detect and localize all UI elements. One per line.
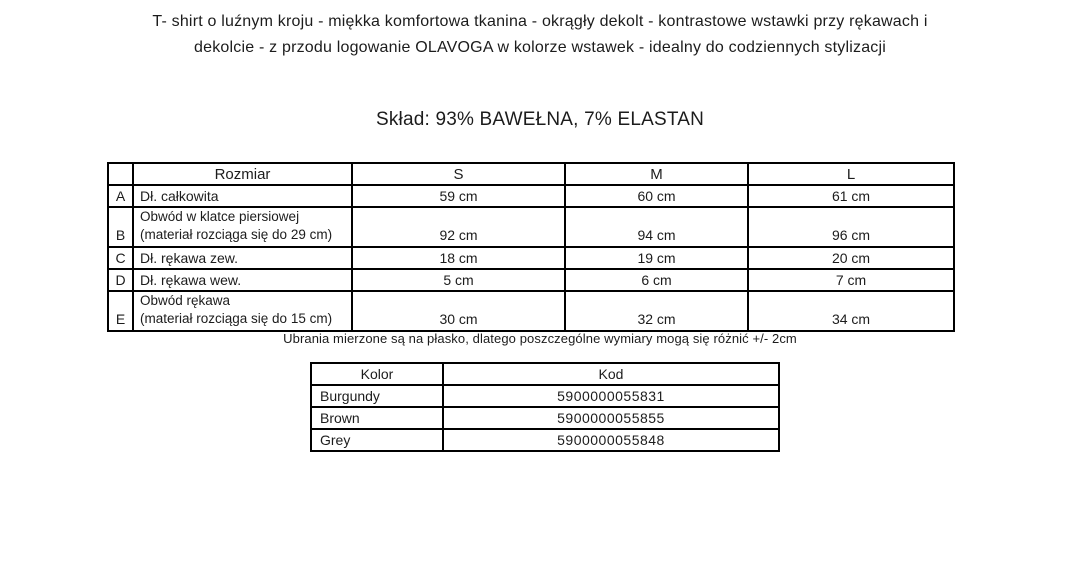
size-table-header-rozmiar: Rozmiar: [133, 163, 352, 185]
size-value-m: 60 cm: [565, 185, 748, 207]
color-table-header-row: [311, 363, 779, 385]
size-table-row-e: [108, 291, 954, 331]
measurement-label: Dł. całkowita: [133, 185, 352, 207]
color-name: Grey: [311, 429, 443, 451]
product-description: T- shirt o luźnym kroju - miękka komfortowa tkanina - okrągły dekolt - kontrastowe wstawki przy rękawach i dekolcie - z przodu logowanie OLAVOGA w kolorze wstawek - idealny do codziennych stylizacji: [152, 13, 928, 56]
color-table-header-kolor: Kolor: [311, 363, 443, 385]
size-table: [107, 162, 955, 332]
size-value-s: 30 cm: [352, 291, 565, 331]
size-table-header-s: S: [352, 163, 565, 185]
size-table-corner-cell: [108, 163, 133, 185]
size-value-l: 34 cm: [748, 291, 954, 331]
row-letter: E: [108, 291, 133, 331]
size-value-l: 7 cm: [748, 269, 954, 291]
size-value-s: 5 cm: [352, 269, 565, 291]
color-table-row: [311, 385, 779, 407]
color-table-row: [311, 407, 779, 429]
size-value-m: 19 cm: [565, 247, 748, 269]
measurement-label-line2: (materiał rozciąga się do 15 cm): [140, 311, 333, 326]
row-letter: B: [108, 207, 133, 247]
color-code: 5900000055855: [443, 407, 779, 429]
size-table-row-c: [108, 247, 954, 269]
size-table-header-row: [108, 163, 954, 185]
color-table: [310, 362, 780, 452]
composition-line: Skład: 93% BAWEŁNA, 7% ELASTAN: [375, 109, 705, 130]
row-letter: D: [108, 269, 133, 291]
measurement-label: [133, 291, 352, 331]
measurement-note: Ubrania mierzone są na płasko, dlatego poszczególne wymiary mogą się różnić +/- 2cm: [283, 331, 797, 346]
color-table-row: [311, 429, 779, 451]
size-table-row-d: [108, 269, 954, 291]
size-value-m: 94 cm: [565, 207, 748, 247]
size-table-row-a: [108, 185, 954, 207]
size-value-m: 6 cm: [565, 269, 748, 291]
size-table-header-l: L: [748, 163, 954, 185]
measurement-label-line1: Obwód rękawa: [140, 293, 231, 308]
color-code: 5900000055848: [443, 429, 779, 451]
color-name: Burgundy: [311, 385, 443, 407]
measurement-label-line1: Obwód w klatce piersiowej: [140, 209, 300, 224]
size-value-l: 61 cm: [748, 185, 954, 207]
size-table-row-b: [108, 207, 954, 247]
row-letter: C: [108, 247, 133, 269]
measurement-label: Dł. rękawa wew.: [133, 269, 352, 291]
size-value-l: 96 cm: [748, 207, 954, 247]
size-value-s: 59 cm: [352, 185, 565, 207]
color-code: 5900000055831: [443, 385, 779, 407]
size-value-s: 92 cm: [352, 207, 565, 247]
color-name: Brown: [311, 407, 443, 429]
measurement-label-line2: (materiał rozciąga się do 29 cm): [140, 227, 333, 242]
size-value-l: 20 cm: [748, 247, 954, 269]
measurement-label: [133, 207, 352, 247]
row-letter: A: [108, 185, 133, 207]
size-table-header-m: M: [565, 163, 748, 185]
measurement-label: Dł. rękawa zew.: [133, 247, 352, 269]
size-value-s: 18 cm: [352, 247, 565, 269]
color-table-header-kod: Kod: [443, 363, 779, 385]
size-value-m: 32 cm: [565, 291, 748, 331]
